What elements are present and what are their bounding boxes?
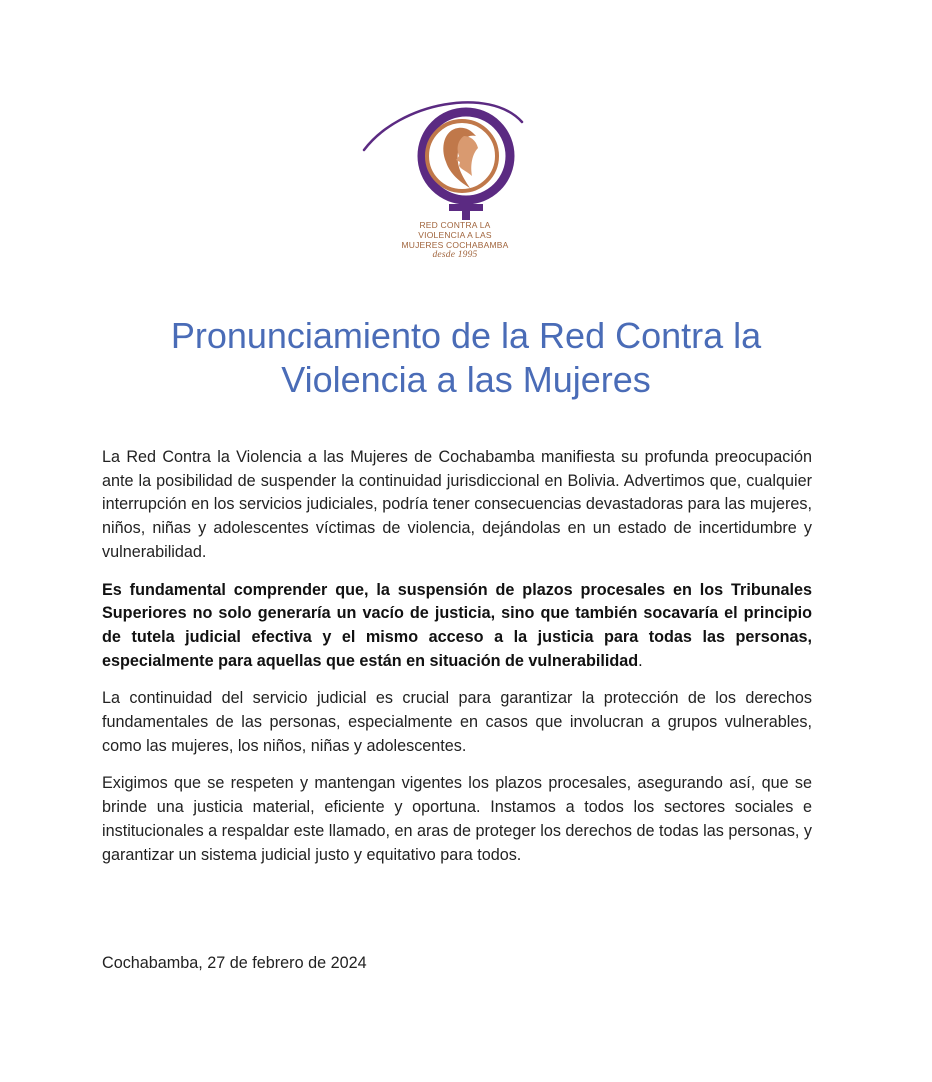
document-body — [102, 446, 812, 881]
paragraph-intro: La Red Contra la Violencia a las Mujeres de Cochabamba manifiesta su profunda preocupación ante la posibilidad de suspender la continuidad jurisdiccional en Bolivia. Advertimos que, cualquier interrupción en los servicios judiciales, podría tener consecuencias devastadoras para las mujeres, niños, niñas y adolescentes víctimas de violencia, dejándolas en un estado de incertidumbre y vulnerabilidad. — [102, 448, 812, 561]
date-line: Cochabamba, 27 de febrero de 2024 — [102, 954, 367, 972]
title-line: Pronunciamiento de la Red Contra la — [170, 315, 762, 356]
org-name-line: VIOLENCIA A LAS — [418, 230, 492, 240]
female-symbol-with-woman-profile-icon — [360, 96, 540, 220]
organization-logo — [360, 96, 540, 286]
paragraph-emphasis-period: . — [638, 651, 643, 670]
document-title — [60, 314, 872, 402]
paragraph-demand: Exigimos que se respeten y mantengan vigentes los plazos procesales, asegurando así, que se brinde una justicia material, eficiente y oportuna. Instamos a todos los sectores sociales e institucionales a respaldar este llamado, en aras de proteger los derechos de todas las personas, y garantizar un sistema judicial justo y equitativo para todos. — [102, 774, 812, 864]
org-name-line: MUJERES COCHABAMBA — [401, 240, 509, 250]
paragraph-continuity: La continuidad del servicio judicial es crucial para garantizar la protección de los derechos fundamentales de las personas, especialmente en casos que involucran a grupos vulnerables, como las mujeres, los niños, niñas y adolescentes. — [102, 689, 812, 755]
org-since-label: desde 1995 — [432, 250, 478, 260]
org-name-line: RED CONTRA LA — [419, 220, 491, 230]
paragraph-emphasis-text: Es fundamental comprender que, la suspensión de plazos procesales en los Tribunales Superiores no solo generaría un vacío de justicia, sino que también socavaría el principio de tutela judicial efectiva y el mismo acceso a la justicia para todas las personas, especialmente para aquellas que están en situación de vulnerabilidad — [102, 580, 812, 670]
title-line: Violencia a las Mujeres — [281, 359, 651, 400]
paragraph-emphasis — [102, 579, 812, 674]
organization-name — [360, 220, 550, 261]
